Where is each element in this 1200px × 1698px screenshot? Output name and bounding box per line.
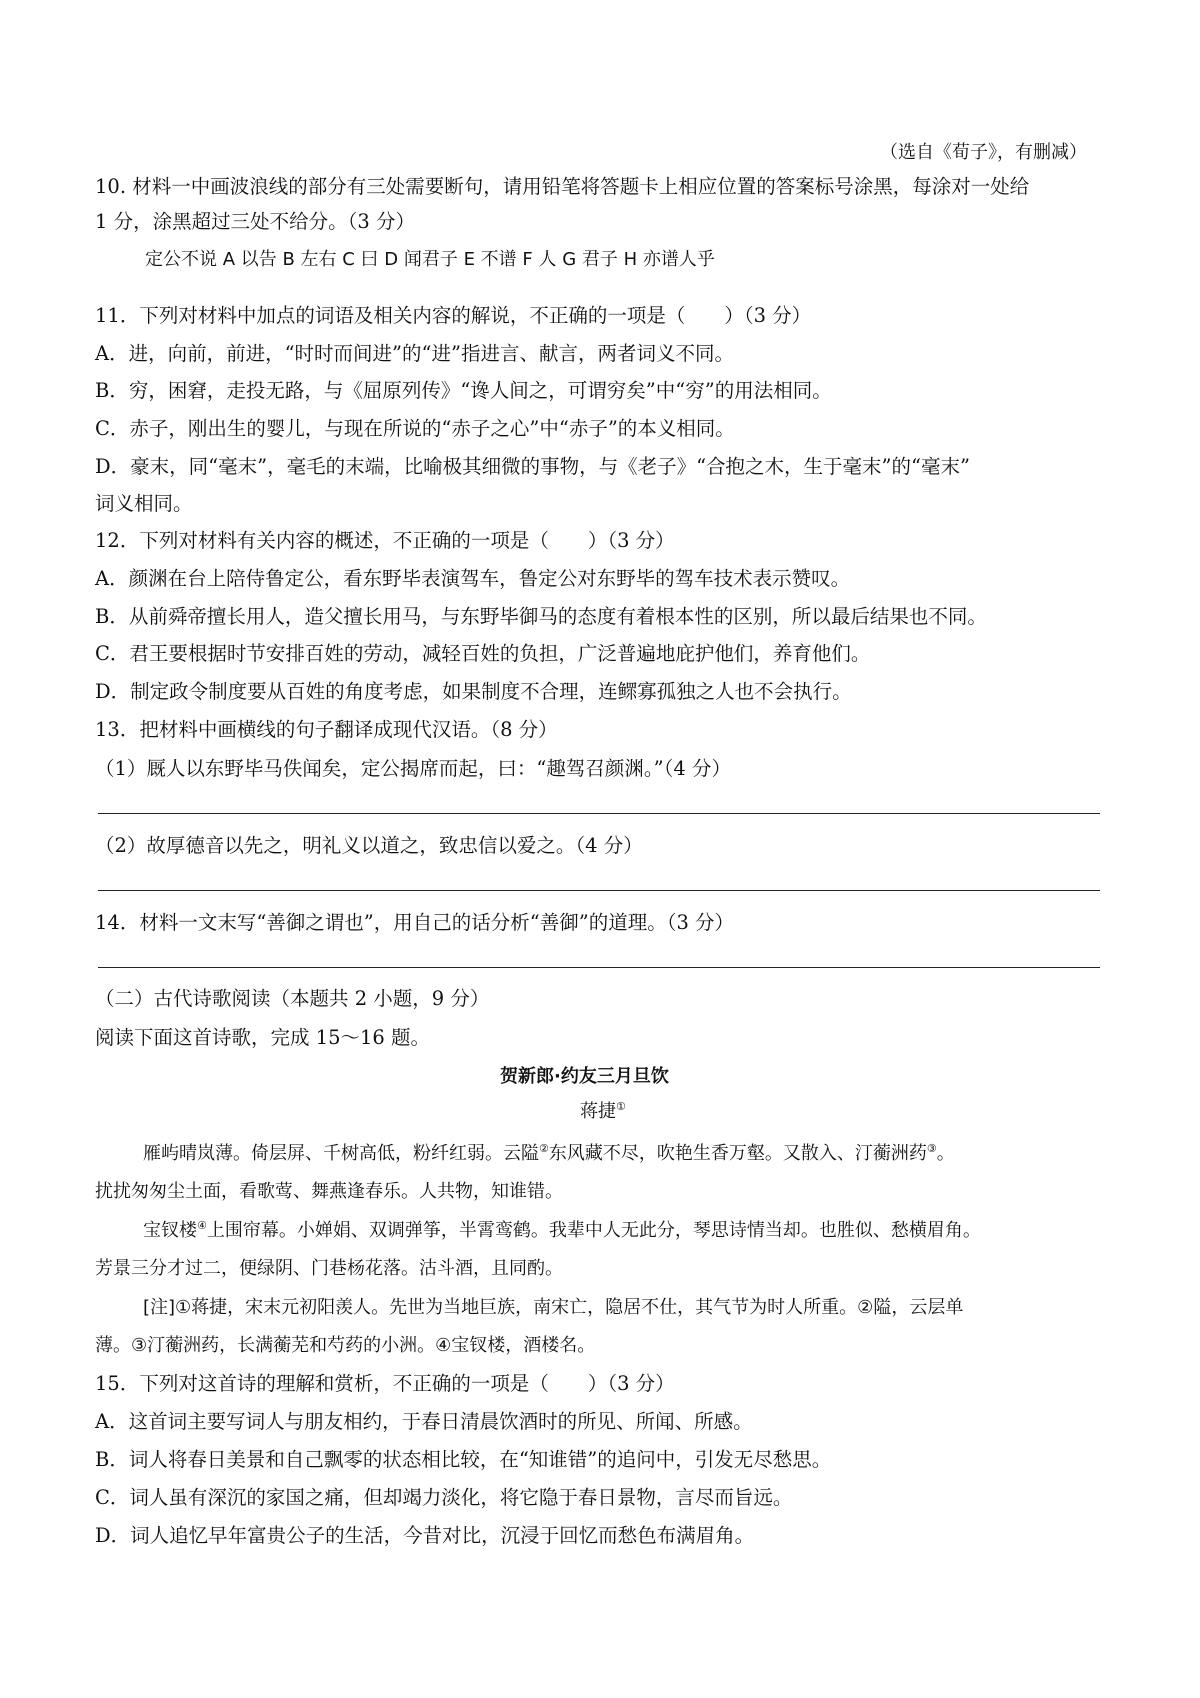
- q11-stem: 11．下列对材料中加点的词语及相关内容的解说，不正确的一项是（ ）（3 分）: [95, 304, 812, 327]
- poem-note-line1: [注]①蒋捷，宋末元初阳羡人。先世为当地巨族，南宋亡，隐居不仕，其气节为时人所重。②隘，云层单: [143, 1297, 964, 1318]
- q11-option-c: C．赤子，刚出生的婴儿，与现在所说的“赤子之心”中“赤子”的本义相同。: [95, 417, 735, 440]
- footnote-marker-3: ③: [926, 1142, 937, 1155]
- q13-stem: 13．把材料中画横线的句子翻译成现代汉语。（8 分）: [95, 718, 558, 741]
- q10-passage: 定公不说 A 以告 B 左右 C 曰 D 闻君子 E 不谱 F 人 G 君子 H 亦谱人乎: [145, 249, 715, 270]
- q11-option-a: A．进，向前，前进，“时时而间进”的“进”指进言、献言，两者词义不同。: [95, 342, 734, 365]
- q15-option-a: A．这首词主要写词人与朋友相约，于春日清晨饮酒时的所见、所闻、所感。: [95, 1410, 753, 1433]
- q10-stem-line2: 1 分，涂黑超过三处不给分。（3 分）: [95, 210, 415, 233]
- section2-instruction: 阅读下面这首诗歌，完成 15～16 题。: [95, 1026, 431, 1049]
- answer-line-2: [98, 890, 1100, 891]
- q13-sub2: （2）故厚德音以先之，明礼义以道之，致忠信以爱之。（4 分）: [95, 834, 643, 857]
- section2-heading: （二）古代诗歌阅读（本题共 2 小题，9 分）: [95, 987, 490, 1010]
- source-note: （选自《荀子》，有删减）: [880, 142, 1087, 163]
- q10-stem-line1: 10. 材料一中画波浪线的部分有三处需要断句，请用铅笔将答题卡上相应位置的答案标号涂黑，每涂对一处给: [95, 175, 1030, 198]
- q12-option-d: D．制定政令制度要从百姓的角度考虑，如果制度不合理，连鳏寡孤独之人也不会执行。: [95, 680, 852, 703]
- poem-stanza2-line1: 宝钗楼④上围帘幕。小婵娟、双调弹筝，半霄鸾鹤。我辈中人无此分，琴思诗情当却。也胜似、愁横眉角。: [143, 1219, 981, 1241]
- q15-option-b: B．词人将春日美景和自己飘零的状态相比较，在“知谁错”的追问中，引发无尽愁思。: [95, 1448, 832, 1471]
- q12-stem: 12．下列对材料有关内容的概述，不正确的一项是（ ）（3 分）: [95, 529, 675, 552]
- q12-option-c: C．君王要根据时节安排百姓的劳动，减轻百姓的负担，广泛普遍地庇护他们，养育他们。: [95, 642, 871, 665]
- q11-option-b: B．穷，困窘，走投无路，与《屈原列传》“谗人间之，可谓穷矣”中“穷”的用法相同。: [95, 379, 832, 402]
- poem-stanza1-line2: 扰扰匆匆尘土面，看歌莺、舞燕逢春乐。人共物，知谁错。: [95, 1181, 563, 1202]
- poem-author: 蒋捷①: [580, 1100, 626, 1122]
- answer-line-1: [98, 813, 1100, 814]
- q15-stem: 15．下列对这首诗的理解和赏析，不正确的一项是（ ）（3 分）: [95, 1372, 675, 1395]
- q15-option-d: D．词人追忆早年富贵公子的生活，今昔对比，沉浸于回忆而愁色布满眉角。: [95, 1524, 755, 1547]
- q15-option-c: C．词人虽有深沉的家国之痛，但却竭力淡化，将它隐于春日景物，言尽而旨远。: [95, 1486, 793, 1509]
- q14-stem: 14．材料一文末写“善御之谓也”，用自己的话分析“善御”的道理。（3 分）: [95, 911, 735, 934]
- poem-note-line2: 薄。③汀蘅洲药，长满蘅芜和芍药的小洲。④宝钗楼，酒楼名。: [95, 1335, 596, 1356]
- poem-title: 贺新郎·约友三月旦饮: [500, 1066, 669, 1087]
- q12-option-b: B．从前舜帝擅长用人，造父擅长用马，与东野毕御马的态度有着根本性的区别，所以最后结果也不同。: [95, 605, 987, 628]
- footnote-marker-4: ④: [197, 1219, 207, 1232]
- footnote-marker-2: ②: [539, 1142, 549, 1155]
- q12-option-a: A．颜渊在台上陪侍鲁定公，看东野毕表演驾车，鲁定公对东野毕的驾车技术表示赞叹。: [95, 567, 851, 590]
- footnote-marker-1: ①: [616, 1100, 626, 1113]
- q11-option-d: D．豪末，同“毫末”，毫毛的末端，比喻极其细微的事物，与《老子》“合抱之木，生于毫末”的“毫末”: [95, 455, 970, 478]
- poem-stanza2-line2: 芳景三分才过二，便绿阴、门巷杨花落。沽斗酒，且同酌。: [95, 1258, 563, 1279]
- q11-option-d-cont: 词义相同。: [95, 492, 193, 515]
- poem-stanza1-line1: 雁屿晴岚薄。倚层屏、千树高低，粉纤红弱。云隘②东风藏不尽，吹艳生香万壑。又散入、汀蘅洲药③。: [143, 1142, 955, 1164]
- q13-sub1: （1）厩人以东野毕马佚闻矣，定公揭席而起，曰：“趣驾召颜渊。”（4 分）: [95, 757, 731, 780]
- answer-line-3: [98, 967, 1100, 968]
